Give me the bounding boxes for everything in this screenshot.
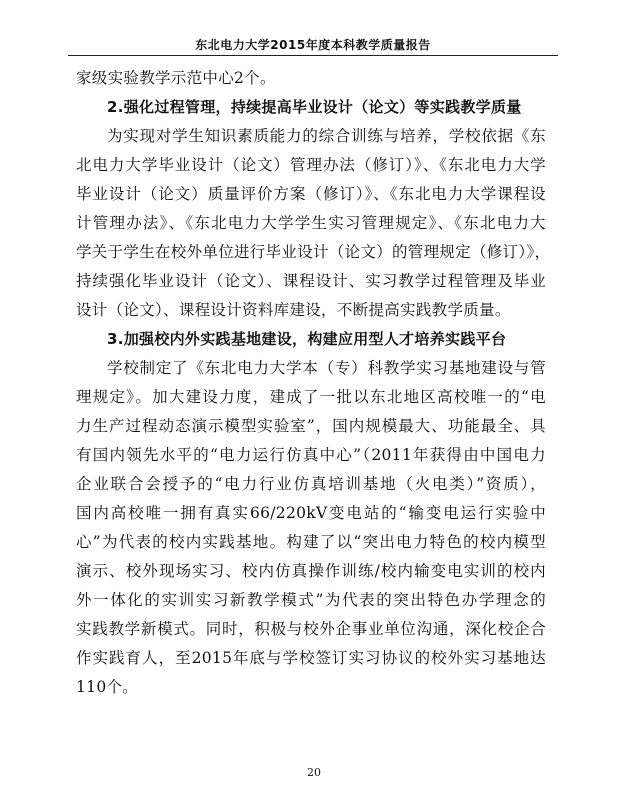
text-line: 计管理办法》、《东北电力大学学生实习管理规定》、《东北电力大 (76, 214, 546, 232)
text-line: 外一体化的实训实习新教学模式”为代表的突出特色办学理念的 (76, 591, 546, 609)
text-line: 110个。 (76, 678, 139, 696)
text-line: 演示、校外现场实习、校内仿真操作训练/校内输变电实训的校内 (76, 562, 546, 580)
page-number: 20 (307, 766, 321, 779)
text-line: 心”为代表的校内实践基地。构建了以“突出电力特色的校内模型 (76, 533, 546, 551)
header-rule (68, 55, 558, 56)
text-line: 学关于学生在校外单位进行毕业设计（论文）的管理规定（修订）》， (76, 243, 551, 261)
text-line: 家级实验教学示范中心2个。 (76, 69, 276, 87)
text-line: 北电力大学毕业设计（论文）管理办法（修订）》、《东北电力大学 (76, 156, 546, 174)
running-header: 东北电力大学2015年度本科教学质量报告 (195, 38, 431, 52)
text-line: 实践教学新模式。同时，积极与校外企事业单位沟通，深化校企合 (76, 620, 546, 638)
text-line: 国内高校唯一拥有真实66/220kV变电站的“输变电运行实验中 (76, 504, 546, 522)
text-line: 学校制定了《东北电力大学本（专）科教学实习基地建设与管 (107, 359, 546, 377)
text-line: 作实践育人，至2015年底与学校签订实习协议的校外实习基地达 (76, 649, 546, 667)
text-line: 毕业设计（论文）质量评价方案（修订）》、《东北电力大学课程设 (76, 185, 546, 203)
text-line: 理规定》。加大建设力度，建成了一批以东北地区高校唯一的“电 (76, 388, 546, 406)
section-heading: 3.加强校内外实践基地建设，构建应用型人才培养实践平台 (107, 330, 507, 348)
text-line: 为实现对学生知识素质能力的综合训练与培养，学校依据《东 (107, 127, 546, 145)
text-line: 设计（论文）、课程设计资料库建设，不断提高实践教学质量。 (76, 301, 511, 319)
section-heading: 2.强化过程管理，持续提高毕业设计（论文）等实践教学质量 (107, 98, 522, 116)
text-line: 有国内领先水平的“电力运行仿真中心”（2011年获得由中国电力 (76, 446, 546, 464)
body-text (76, 64, 551, 702)
text-line: 力生产过程动态演示模型实验室”，国内规模最大、功能最全、具 (76, 417, 546, 435)
text-line: 企业联合会授予的“电力行业仿真培训基地（火电类）”资质）， (76, 475, 546, 493)
text-line: 持续强化毕业设计（论文）、课程设计、实习教学过程管理及毕业 (76, 272, 546, 290)
